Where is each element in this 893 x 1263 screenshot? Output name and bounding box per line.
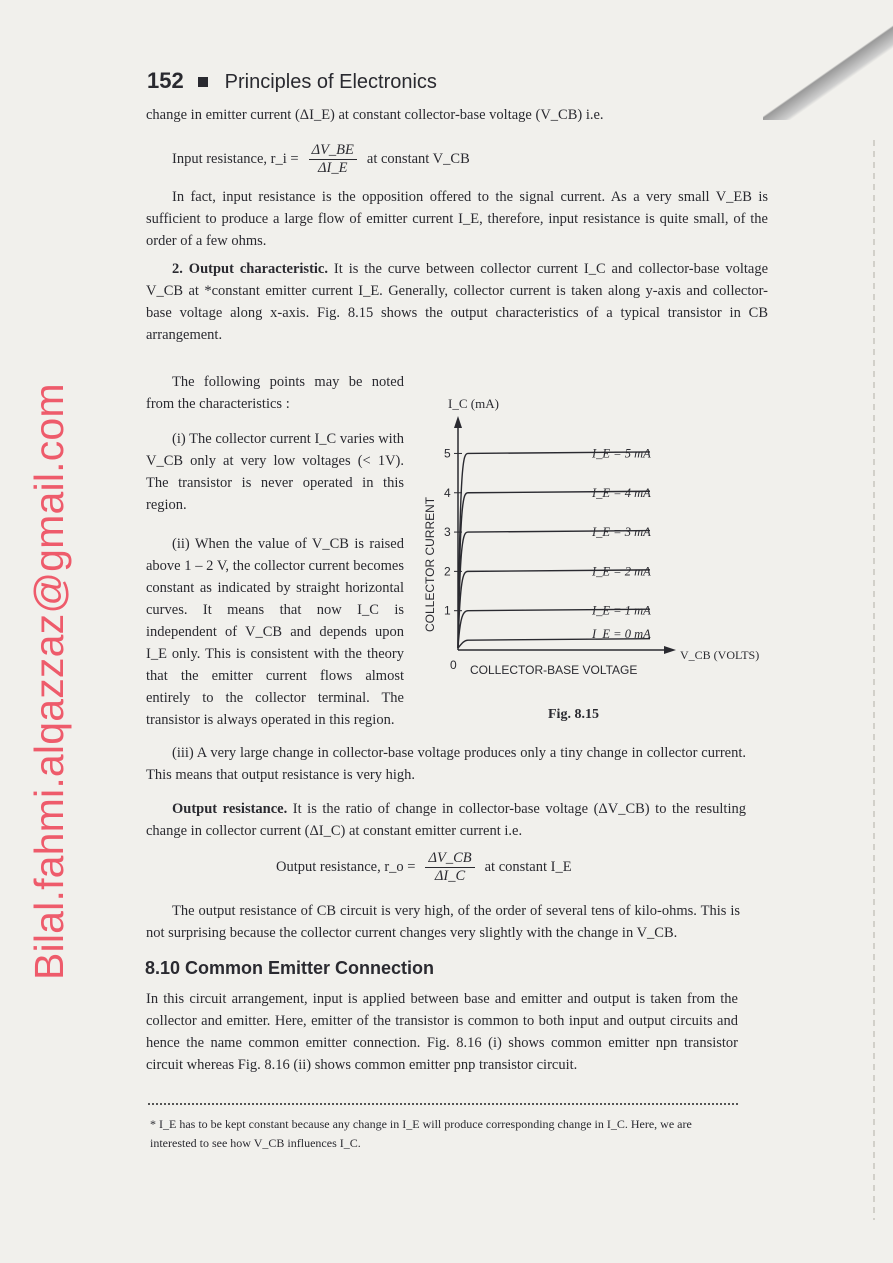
- input-resistance-label: Input resistance, r_i =: [172, 151, 299, 167]
- point-ii: (ii) When the value of V_CB is raised above 1 – 2 V, the collector current becomes constant as indicated by straight horizontal curves. It means that now I_C is independent of V_CB and depends upon I_E only. This is consistent with the theory that the emitter current flows almost entirely to the collector terminal. The transistor is always operated in this region.: [146, 536, 404, 728]
- output-characteristics-chart: [418, 392, 760, 722]
- output-resistance-paragraph: [146, 798, 746, 842]
- footnote: * I_E has to be kept constant because any change in I_E will produce corresponding change in I_C. Here, we are interested to see how V_CB influences I_C.: [150, 1117, 692, 1150]
- page-header: [147, 68, 437, 94]
- output-resistance-body: It is the ratio of change in collector-base voltage (ΔV_CB) to the resulting change in collector current (ΔI_C) at constant emitter current i.e.: [146, 801, 746, 839]
- chart-y-axis-label: COLLECTOR CURRENT: [423, 496, 437, 632]
- points-intro: The following points may be noted from the characteristics :: [146, 374, 404, 412]
- chart-series-label: I_E = 0 mA: [592, 627, 651, 642]
- header-square-icon: [198, 77, 208, 87]
- input-resistance-fraction: [309, 142, 357, 177]
- input-resistance-condition: at constant V_CB: [366, 151, 470, 167]
- chart-y-axis-symbol: I_C (mA): [448, 396, 499, 411]
- output-characteristic-paragraph: [146, 258, 768, 346]
- chart-curve-group: [458, 446, 651, 648]
- common-emitter-paragraph: In this circuit arrangement, input is applied between base and emitter and output is taken from the collector and emitter. Here, emitter of the transistor is common to both input and output circuits and hence the name common emitter connection. Fig. 8.16 (i) shows common emitter npn transistor circuit whereas Fig. 8.16 (ii) shows common emitter pnp transistor circuit.: [146, 991, 738, 1073]
- footnote-divider: [148, 1103, 738, 1105]
- chart-curve: [458, 452, 650, 648]
- watermark-email: Bilal.fahmi.alqazzaz@gmail.com: [26, 383, 72, 980]
- point-iii: (iii) A very large change in collector-base voltage produces only a tiny change in collector current. This means that output resistance is very high.: [146, 745, 746, 783]
- output-resistance-label: Output resistance, r_o =: [276, 859, 416, 875]
- output-high-paragraph: The output resistance of CB circuit is very high, of the order of several tens of kilo-ohms. This is not surprising because the collector current changes very slightly with the change in V_CB.: [146, 903, 740, 941]
- page-edge-marks: [873, 140, 875, 1220]
- output-characteristic-heading: 2. Output characteristic.: [172, 261, 328, 277]
- input-resistance-numerator: ΔV_BE: [309, 142, 357, 160]
- chart-figure-caption: Fig. 8.15: [548, 707, 599, 722]
- intro-paragraph: change in emitter current (ΔI_E) at constant collector-base voltage (V_CB) i.e.: [146, 107, 604, 123]
- page-number: 152: [147, 68, 184, 93]
- page-corner-shadow: [763, 0, 893, 120]
- output-resistance-fraction: [425, 850, 474, 885]
- output-resistance-denominator: ΔI_C: [434, 868, 466, 884]
- output-characteristic-body: It is the curve between collector current I_C and collector-base voltage V_CB at *constant emitter current I_E. Generally, collector current is taken along y-axis and collector-base voltage along x-axis. Fig. 8.15 shows the output characteristics of a typical transistor in CB arrangement.: [146, 261, 768, 343]
- chart-origin-label: 0: [450, 658, 457, 672]
- chart-y-tick-label: 1: [444, 603, 451, 618]
- chart-y-tick-label: 2: [444, 564, 451, 579]
- input-resistance-equation: [172, 142, 470, 177]
- input-resistance-denominator: ΔI_E: [318, 160, 348, 176]
- output-resistance-condition: at constant I_E: [484, 859, 572, 875]
- chart-series-label: I_E = 3 mA: [592, 525, 651, 540]
- output-resistance-heading: Output resistance.: [172, 801, 288, 817]
- infact-paragraph: In fact, input resistance is the opposition offered to the signal current. As a very small V_EB is sufficient to produce a large flow of emitter current I_E, therefore, input resistance is quite small, of the order of a few ohms.: [146, 189, 768, 249]
- chart-series-label: I_E = 2 mA: [592, 564, 651, 579]
- chart-x-axis-symbol: V_CB (VOLTS): [680, 648, 760, 662]
- book-title: Principles of Electronics: [224, 71, 437, 93]
- chart-y-tick-label: 3: [444, 525, 451, 540]
- chart-series-label: I_E = 1 mA: [592, 603, 651, 618]
- chart-series-label: I_E = 5 mA: [592, 446, 651, 461]
- point-i: (i) The collector current I_C varies with V_CB only at very low voltages (< 1V). The transistor is never operated in this region.: [146, 431, 404, 513]
- chart-series-label: I_E = 4 mA: [592, 485, 651, 500]
- output-resistance-numerator: ΔV_CB: [425, 850, 474, 868]
- chart-y-tick-label: 4: [444, 485, 451, 500]
- chart-x-axis-label: COLLECTOR-BASE VOLTAGE: [470, 663, 638, 677]
- chart-x-axis-arrow: [664, 646, 676, 654]
- section-heading: 8.10 Common Emitter Connection: [145, 958, 435, 978]
- output-resistance-equation: [276, 850, 572, 885]
- chart-y-axis-arrow: [454, 416, 462, 428]
- chart-y-tick-label: 5: [444, 446, 451, 461]
